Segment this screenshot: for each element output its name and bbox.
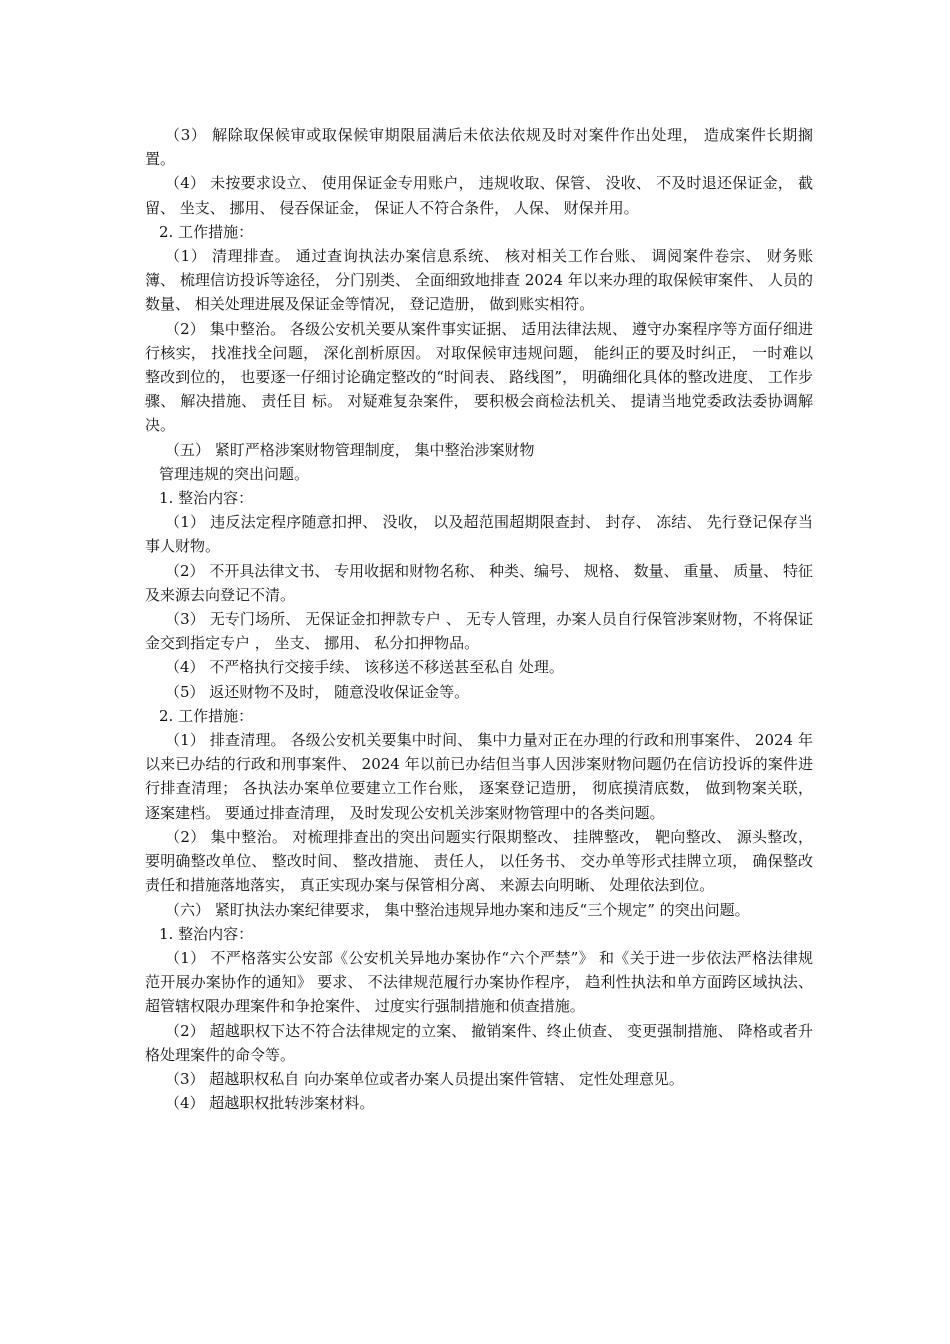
paragraph-property-2: （2） 不开具法律文书、 专用收据和财物名称、 种类、编号、 规格、 数量、 重量、 质量、 特征及来源去向登记不清。	[145, 561, 813, 604]
paragraph-cleanup-check: （1） 清理排查。 通过查询执法办案信息系统、 核对相关工作台账、 调阅案件卷宗、 财务账簿、 梳理信访投诉等途径， 分门别类、 全面细致地排查 2024 年以来办理的取保候审案件、 人员的数量、 相关处理进展及保证金等情况， 登记造册， 做到账实相符。	[145, 247, 813, 314]
section-heading-5-cont: 管理违规的突出问题。	[159, 464, 310, 483]
paragraph-discipline-4: （4） 超越职权批转涉案材料。	[165, 1094, 375, 1113]
paragraph-centralized-rectification: （2） 集中整治。 各级公安机关要从案件事实证据、 适用法律法规、 遵守办案程序等方面仔细进行核实， 找准找全问题， 深化剖析原因。 对取保候审违规问题， 能纠正的要及时纠正， 一时难以整改到位的， 也要逐一仔细讨论确定整改的“时间表、 路线图”， 明确细化具体的整改进度、 工作步骤、 解决措施、 责任目 标。 对疑难复杂案件， 要积极会商检法机关、 提请当地党委政法委协调解决。	[145, 319, 813, 435]
paragraph-discipline-3: （3） 超越职权私自 向办案单位或者办案人员提出案件管辖、 定性处理意见。	[165, 1069, 684, 1088]
heading-rectification-content-2: 1. 整治内容：	[159, 924, 254, 943]
paragraph-property-1: （1） 违反法定程序随意扣押、 没收， 以及超范围超期限查封、 封存、 冻结、 先行登记保存当事人财物。	[145, 513, 813, 556]
paragraph-check-cleanup: （1） 排查清理。 各级公安机关要集中时间、 集中力量对正在办理的行政和刑事案件、 2024 年以来已办结的行政和刑事案件、 2024 年以前已办结但当事人因涉案财物问题仍在信访投诉的案件进行排查清理； 各执法办案单位要建立工作台账， 逐案登记造册， 彻底摸清底数， 做到物案关联， 逐案建档。 要通过排查清理， 及时发现公安机关涉案财物管理中的各类问题。	[145, 731, 813, 822]
paragraph-bail-4: （4） 未按要求设立、 使用保证金专用账户， 违规收取、保管、 没收、 不及时退还保证金， 截留、 坐支、 挪用、 侵吞保证金， 保证人不符合条件， 人保、 财保并用。	[145, 174, 813, 217]
paragraph-property-5: （5） 返还财物不及时， 随意没收保证金等。	[165, 682, 470, 701]
section-heading-5: （五） 紧盯严格涉案财物管理制度， 集中整治涉案财物	[165, 440, 535, 459]
document-page	[145, 123, 813, 1115]
paragraph-property-4: （4） 不严格执行交接手续、 该移送不移送甚至私自 处理。	[165, 658, 564, 677]
heading-work-measures: 2. 工作措施：	[159, 222, 254, 241]
paragraph-bail-3: （3） 解除取保候审或取保候审期限届满后未依法依规及时对案件作出处理， 造成案件长期搁置。	[145, 126, 813, 169]
paragraph-discipline-1: （1） 不严格落实公安部《公安机关异地办案协作“六个严禁”》 和《关于进一步依法严格法律规范开展办案协作的通知》 要求、 不法律规范履行办案协作程序， 趋利性执法和单方面跨区域执法、 超管辖权限办理案件和争抢案件、 过度实行强制措施和侦查措施。	[145, 948, 813, 1016]
heading-rectification-content: 1. 整治内容：	[159, 489, 254, 508]
heading-work-measures-2: 2. 工作措施：	[159, 706, 254, 725]
paragraph-centralized-rectification-2: （2） 集中整治。 对梳理排查出的突出问题实行限期整改、 挂牌整改， 靶向整改、 源头整改， 要明确整改单位、 整改时间、 整改措施、 责任人， 以任务书、 交办单等形式挂牌立项， 确保整改责任和措施落地落实， 真正实现办案与保管相分离、 来源去向明晰、 处理依法到位。	[145, 827, 813, 895]
paragraph-property-3: （3） 无专门场所、 无保证金扣押款专户 、 无专人管理，办案人员自行保管涉案财物，不将保证金交到指定专户 ， 坐支、 挪用、 私分扣押物品。	[145, 610, 813, 653]
section-heading-6: （六） 紧盯执法办案纪律要求， 集中整治违规异地办案和违反“三个规定” 的突出问题。	[165, 900, 750, 919]
paragraph-discipline-2: （2） 超越职权下达不符合法律规定的立案、 撤销案件、终止侦查、 变更强制措施、 降格或者升格处理案件的命令等。	[145, 1021, 813, 1064]
